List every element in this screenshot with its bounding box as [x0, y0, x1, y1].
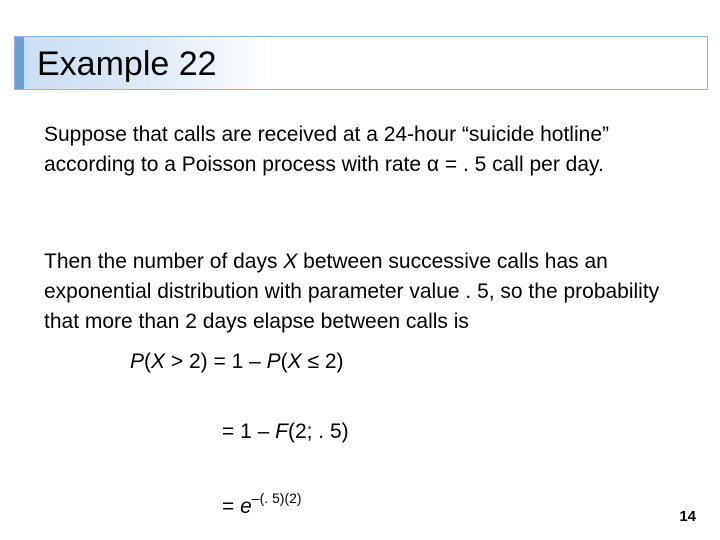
eq3-prefix: =: [222, 495, 241, 518]
variable-x: X: [283, 250, 298, 273]
eq1-x-left: X: [151, 350, 166, 373]
eq1-open-right: (: [280, 350, 288, 373]
eq1-x-right: X: [287, 350, 302, 373]
paragraph-exponential: [44, 247, 694, 337]
page-number: 14: [679, 508, 696, 525]
eq1-p-right: P: [266, 350, 281, 373]
equation-line-2: [222, 420, 349, 444]
alpha-symbol: α: [426, 153, 440, 176]
slide-title: Example 22: [37, 45, 217, 83]
eq3-e: e: [240, 495, 252, 518]
paragraph1-text-after: = . 5 call per day.: [439, 153, 604, 176]
eq1-middle: > 2) = 1 –: [165, 350, 267, 373]
paragraph2-text-before: Then the number of days: [44, 250, 284, 273]
eq1-end: ≤ 2): [301, 350, 344, 373]
paragraph-poisson: [44, 120, 694, 180]
eq2-f: F: [275, 420, 288, 443]
title-accent-bar: [15, 37, 24, 89]
title-bar: [14, 36, 708, 90]
eq2-prefix: = 1 –: [222, 420, 276, 443]
eq3-exponent: –(. 5)(2): [251, 490, 302, 506]
paragraph2-text-after: between successive calls has an exponential distribution with parameter value . 5, so the probability that more than 2 days elapse between calls is: [44, 250, 660, 333]
eq2-args: (2; . 5): [287, 420, 349, 443]
equation-line-1: [130, 350, 344, 374]
paragraph1-text-before: Suppose that calls are received at a 24-hour “suicide hotline” according to a Poisson process with rate: [44, 123, 609, 176]
eq1-open-left: (: [144, 350, 152, 373]
equation-line-3: [222, 490, 302, 519]
eq1-p-left: P: [130, 350, 145, 373]
